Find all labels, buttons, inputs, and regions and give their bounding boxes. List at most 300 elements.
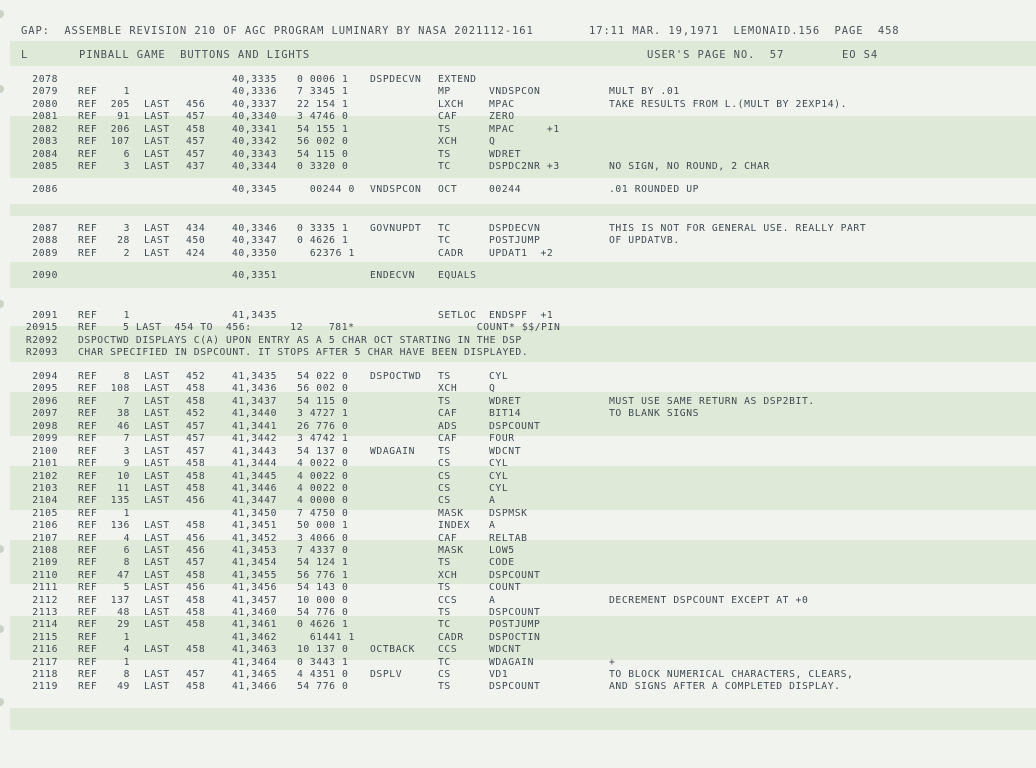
line-number: 2098 [32,421,58,432]
address: 41,3442 [232,433,278,444]
octal-word: 3 4066 0 [297,533,349,544]
opcode: XCH [438,136,458,147]
opcode: TS [438,371,451,382]
octal-word: 54 137 0 [297,446,349,457]
ref-count: 108 [110,383,130,394]
last-marker: LAST [144,681,170,692]
opcode: LXCH [438,99,464,110]
ref-marker: REF [78,570,98,581]
last-page: 458 [186,607,206,618]
listing-line [0,495,1036,507]
opcode: TC [438,657,451,668]
ref-marker: REF [78,681,98,692]
listing-line [0,383,1036,395]
last-marker: LAST [144,533,170,544]
line-number: 2114 [32,619,58,630]
last-marker: LAST [144,124,170,135]
octal-word: 4 0022 0 [297,471,349,482]
listing-line [0,520,1036,532]
last-marker: LAST [144,383,170,394]
label: DSPOCTWD [370,371,422,382]
last-marker: LAST [144,421,170,432]
line-number: 2112 [32,595,58,606]
line-number: 2085 [32,161,58,172]
opcode: TS [438,124,451,135]
address: 40,3341 [232,124,278,135]
last-marker: LAST [144,495,170,506]
last-page: 457 [186,433,206,444]
header-section-title: PINBALL GAME BUTTONS AND LIGHTS [79,49,311,61]
octal-word: 0 4626 1 [297,235,349,246]
address: 41,3441 [232,421,278,432]
octal-word: 54 115 0 [297,396,349,407]
opcode: TC [438,223,451,234]
ref-count: 49 [117,681,130,692]
listing-line [0,136,1036,148]
ref-count: 3 [123,161,130,172]
line-number: 2078 [32,74,58,85]
line-number: 2099 [32,433,58,444]
ref-marker: REF [78,161,98,172]
last-marker: LAST [144,235,170,246]
ref-marker: REF [78,595,98,606]
listing-line [0,74,1036,86]
opcode: MP [438,86,451,97]
label: DSPDECVN [370,74,422,85]
line-number: 2094 [32,371,58,382]
address: 41,3462 [232,632,278,643]
operand: WDRET [489,396,522,407]
address: 41,3446 [232,483,278,494]
line-number: 2104 [32,495,58,506]
last-marker: LAST [144,161,170,172]
ref-marker: REF [78,371,98,382]
listing-line [0,644,1036,656]
comment: DECREMENT DSPCOUNT EXCEPT AT +0 [609,595,809,606]
last-page: 450 [186,235,206,246]
ref-count: 107 [110,136,130,147]
octal-word: 3 4727 1 [297,408,349,419]
listing-line [0,421,1036,433]
last-page: 457 [186,111,206,122]
line-number: 2079 [32,86,58,97]
line-number: 2090 [32,270,58,281]
line-number: 2082 [32,124,58,135]
address: 40,3335 [232,74,278,85]
last-marker: LAST [144,433,170,444]
last-marker: LAST [144,223,170,234]
ref-count: 206 [110,124,130,135]
operand: COUNT [489,582,522,593]
ref-count: 11 [117,483,130,494]
last-marker: LAST [144,371,170,382]
opcode: ADS [438,421,458,432]
last-page: 458 [186,383,206,394]
last-page: 457 [186,669,206,680]
last-page: 452 [186,371,206,382]
octal-word: 0 3335 1 [297,223,349,234]
last-marker: LAST [144,408,170,419]
line-number: 2083 [32,136,58,147]
listing-line [0,657,1036,669]
address: 41,3437 [232,396,278,407]
line-number: 20915 [25,322,58,333]
ref-marker: REF [78,396,98,407]
octal-word: 10 000 0 [297,595,349,606]
listing-line [0,149,1036,161]
opcode: EQUALS [438,270,477,281]
operand: WDCNT [489,446,522,457]
ref-marker: REF [78,421,98,432]
listing-line [0,322,1036,334]
listing-line [0,545,1036,557]
last-marker: LAST [144,595,170,606]
comment: NO SIGN, NO ROUND, 2 CHAR [609,161,770,172]
line-number: 2116 [32,644,58,655]
line-number: 2096 [32,396,58,407]
operand: A [489,520,496,531]
opcode: CS [438,495,451,506]
address: 40,3345 [232,184,278,195]
address: 41,3456 [232,582,278,593]
label: DSPLV [370,669,403,680]
operand: VNDSPCON [489,86,541,97]
line-number: R2092 [25,335,58,346]
ref-marker: REF [78,111,98,122]
comment: THIS IS NOT FOR GENERAL USE. REALLY PART [609,223,867,234]
operand: DSPCOUNT [489,607,541,618]
last-page: 456 [186,533,206,544]
listing-line [0,669,1036,681]
address: 41,3463 [232,644,278,655]
ref-count: 3 [123,223,130,234]
octal-word: 10 137 0 [297,644,349,655]
ref-marker: REF [78,433,98,444]
address: 41,3435 [232,371,278,382]
opcode: CCS [438,595,458,606]
operand: WDRET [489,149,522,160]
last-page: 457 [186,446,206,457]
last-page: 458 [186,483,206,494]
opcode: CAF [438,408,458,419]
comment: MUST USE SAME RETURN AS DSP2BIT. [609,396,815,407]
address: 40,3336 [232,86,278,97]
line-number: 2111 [32,582,58,593]
last-page: 457 [186,149,206,160]
line-number: 2087 [32,223,58,234]
line-number: 2081 [32,111,58,122]
operand: DSPCOUNT [489,421,541,432]
listing-line [0,582,1036,594]
address: 41,3460 [232,607,278,618]
operand: VD1 [489,669,509,680]
operand: A [489,495,496,506]
listing-line [0,557,1036,569]
last-marker: LAST [144,582,170,593]
operand: MPAC +1 [489,124,560,135]
last-page: 457 [186,136,206,147]
last-marker: LAST [144,149,170,160]
octal-word: 0 0006 1 [297,74,349,85]
address: 40,3351 [232,270,278,281]
last-page: 424 [186,248,206,259]
operand: A [489,595,496,606]
ref-marker: REF [78,557,98,568]
comment: OF UPDATVB. [609,235,680,246]
octal-word: 62376 1 [297,248,355,259]
line-number: 2088 [32,235,58,246]
octal-word: 0 4626 1 [297,619,349,630]
operand: DSPCOUNT [489,570,541,581]
line-number: 2118 [32,669,58,680]
address: 40,3347 [232,235,278,246]
remark-text: REF 5 LAST 454 TO 456: 12 781* COUNT* $$/PIN [78,322,561,333]
octal-word: 4 4351 0 [297,669,349,680]
last-page: 456 [186,99,206,110]
ref-count: 6 [123,545,130,556]
last-page: 458 [186,570,206,581]
listing-line [0,408,1036,420]
operand: WDAGAIN [489,657,535,668]
line-number: 2115 [32,632,58,643]
address: 40,3350 [232,248,278,259]
opcode: CAF [438,433,458,444]
listing-line [0,111,1036,123]
line-number: 2109 [32,557,58,568]
line-number: 2103 [32,483,58,494]
octal-word: 54 776 0 [297,607,349,618]
opcode: TS [438,681,451,692]
address: 41,3452 [232,533,278,544]
ref-count: 38 [117,408,130,419]
line-number: R2093 [25,347,58,358]
comment: MULT BY .01 [609,86,680,97]
comment: + [609,657,616,668]
ref-count: 28 [117,235,130,246]
header-date-page: 17:11 MAR. 19,1971 LEMONAID.156 PAGE 458 [589,25,900,37]
ref-count: 1 [123,310,130,321]
ref-marker: REF [78,458,98,469]
last-marker: LAST [144,570,170,581]
last-marker: LAST [144,619,170,630]
octal-word: 00244 0 [297,184,355,195]
ref-count: 3 [123,446,130,457]
opcode: MASK [438,545,464,556]
operand: Q [489,383,496,394]
address: 41,3454 [232,557,278,568]
operand: DSPCOUNT [489,681,541,692]
octal-word: 54 143 0 [297,582,349,593]
last-page: 457 [186,421,206,432]
opcode: TC [438,161,451,172]
operand: ENDSPF +1 [489,310,554,321]
listing-line [0,335,1036,347]
listing-line [0,681,1036,693]
line-number: 2106 [32,520,58,531]
operand: DSPOCTIN [489,632,541,643]
ref-count: 6 [123,149,130,160]
comment: TO BLOCK NUMERICAL CHARACTERS, CLEARS, [609,669,854,680]
last-page: 456 [186,495,206,506]
listing-line [0,184,1036,196]
header-user-page: USER'S PAGE NO. 57 EO S4 [647,49,879,61]
ref-marker: REF [78,149,98,160]
last-page: 457 [186,557,206,568]
ref-count: 4 [123,533,130,544]
last-page: 458 [186,471,206,482]
listing-line [0,619,1036,631]
opcode: CAF [438,533,458,544]
last-page: 458 [186,396,206,407]
ref-marker: REF [78,607,98,618]
ref-marker: REF [78,495,98,506]
ref-marker: REF [78,471,98,482]
operand: MPAC [489,99,515,110]
opcode: CAF [438,111,458,122]
last-marker: LAST [144,248,170,259]
operand: LOW5 [489,545,515,556]
listing-line [0,607,1036,619]
ref-count: 7 [123,396,130,407]
octal-word: 54 022 0 [297,371,349,382]
line-number: 2095 [32,383,58,394]
line-number: 2108 [32,545,58,556]
ref-count: 7 [123,433,130,444]
last-page: 458 [186,644,206,655]
comment: TO BLANK SIGNS [609,408,700,419]
listing-line [0,248,1036,260]
ref-marker: REF [78,483,98,494]
operand: POSTJUMP [489,235,541,246]
last-marker: LAST [144,136,170,147]
header-column-l: L [21,49,29,61]
ref-marker: REF [78,582,98,593]
address: 41,3455 [232,570,278,581]
operand: ZERO [489,111,515,122]
feed-hole [0,10,4,18]
last-marker: LAST [144,669,170,680]
address: 40,3342 [232,136,278,147]
ref-marker: REF [78,533,98,544]
opcode: TS [438,607,451,618]
listing-line [0,433,1036,445]
listing-line [0,223,1036,235]
ref-count: 8 [123,669,130,680]
listing-line [0,471,1036,483]
line-number: 2110 [32,570,58,581]
address: 41,3443 [232,446,278,457]
listing-line [0,161,1036,173]
opcode: TS [438,149,451,160]
last-marker: LAST [144,111,170,122]
ref-count: 1 [123,508,130,519]
opcode: XCH [438,383,458,394]
line-number: 2089 [32,248,58,259]
line-number: 2086 [32,184,58,195]
label: VNDSPCON [370,184,422,195]
address: 41,3450 [232,508,278,519]
address: 41,3451 [232,520,278,531]
ref-count: 205 [110,99,130,110]
label: ENDECVN [370,270,416,281]
opcode: CS [438,458,451,469]
listing-line [0,235,1036,247]
address: 41,3453 [232,545,278,556]
opcode: TC [438,619,451,630]
comment: TAKE RESULTS FROM L.(MULT BY 2EXP14). [609,99,847,110]
last-page: 458 [186,124,206,135]
line-number: 2102 [32,471,58,482]
ref-marker: REF [78,223,98,234]
ref-count: 1 [123,86,130,97]
line-number: 2097 [32,408,58,419]
ref-marker: REF [78,99,98,110]
listing-line [0,483,1036,495]
listing-line [0,570,1036,582]
last-marker: LAST [144,644,170,655]
ref-marker: REF [78,310,98,321]
octal-word: 56 002 0 [297,136,349,147]
address: 41,3465 [232,669,278,680]
octal-word: 4 0022 0 [297,458,349,469]
ref-count: 48 [117,607,130,618]
last-marker: LAST [144,458,170,469]
line-number: 2100 [32,446,58,457]
listing-line [0,632,1036,644]
opcode: TS [438,446,451,457]
octal-word: 0 3443 1 [297,657,349,668]
last-marker: LAST [144,545,170,556]
operand: WDCNT [489,644,522,655]
last-marker: LAST [144,520,170,531]
line-number: 2105 [32,508,58,519]
operand: FOUR [489,433,515,444]
listing-line [0,99,1036,111]
ref-marker: REF [78,124,98,135]
listing-line [0,458,1036,470]
ref-count: 10 [117,471,130,482]
ref-marker: REF [78,669,98,680]
ref-marker: REF [78,520,98,531]
line-number: 2091 [32,310,58,321]
line-number: 2107 [32,533,58,544]
last-marker: LAST [144,557,170,568]
octal-word: 22 154 1 [297,99,349,110]
last-marker: LAST [144,471,170,482]
comment: .01 ROUNDED UP [609,184,700,195]
octal-word: 26 776 0 [297,421,349,432]
operand: RELTAB [489,533,528,544]
octal-word: 56 002 0 [297,383,349,394]
last-marker: LAST [144,607,170,618]
last-page: 452 [186,408,206,419]
last-page: 456 [186,582,206,593]
opcode: OCT [438,184,458,195]
operand: DSPDC2NR +3 [489,161,560,172]
ref-marker: REF [78,632,98,643]
octal-word: 7 4750 0 [297,508,349,519]
address: 41,3461 [232,619,278,630]
operand: CYL [489,458,509,469]
last-page: 458 [186,681,206,692]
opcode: INDEX [438,520,471,531]
feed-hole [0,698,4,706]
listing-line [0,124,1036,136]
operand: BIT14 [489,408,522,419]
ref-count: 1 [123,657,130,668]
octal-word: 0 3320 0 [297,161,349,172]
line-number: 2084 [32,149,58,160]
